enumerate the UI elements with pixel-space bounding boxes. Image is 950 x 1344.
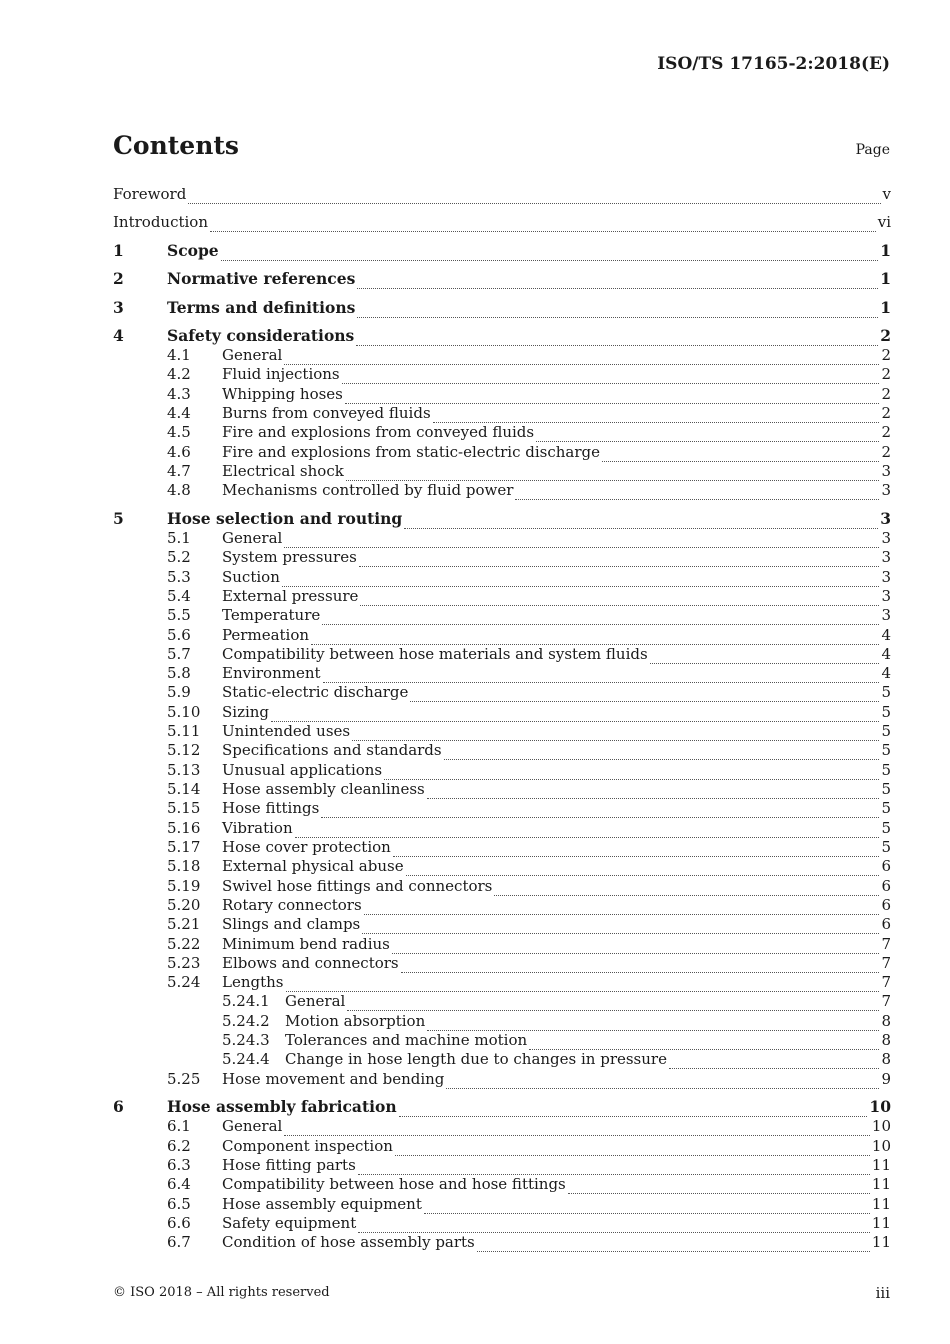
toc-entry-number: 5.24.2 bbox=[222, 1012, 270, 1030]
toc-entry-page: 3 bbox=[881, 462, 891, 480]
toc-entry[interactable] bbox=[113, 403, 891, 423]
toc-entry[interactable] bbox=[113, 509, 891, 529]
toc-entry-title: External physical abuse bbox=[222, 857, 404, 875]
toc-entry-number: 4.8 bbox=[167, 481, 191, 499]
dot-leader bbox=[477, 1246, 870, 1252]
toc-entry-page: 2 bbox=[881, 385, 891, 403]
toc-entry-page: 5 bbox=[881, 780, 891, 798]
toc-entry[interactable] bbox=[113, 740, 891, 760]
dot-leader bbox=[446, 1083, 879, 1089]
toc-entry-page: 7 bbox=[881, 992, 891, 1010]
toc-entry-title: Hose assembly equipment bbox=[222, 1195, 422, 1213]
toc-entry-title: Hose assembly fabrication bbox=[167, 1097, 397, 1116]
toc-entry-title: Temperature bbox=[222, 606, 321, 624]
toc-entry-number: 4 bbox=[113, 326, 124, 345]
toc-entry-page: 3 bbox=[881, 568, 891, 586]
toc-entry-number: 6.4 bbox=[167, 1175, 191, 1193]
dot-leader bbox=[188, 198, 880, 204]
toc-entry-page: 5 bbox=[881, 683, 891, 701]
toc-entry-title: Vibration bbox=[222, 819, 293, 837]
toc-entry-number: 5.12 bbox=[167, 741, 201, 759]
dot-leader bbox=[357, 283, 878, 289]
footer-copyright: © ISO 2018 – All rights reserved bbox=[113, 1285, 330, 1300]
toc-entry-page: 3 bbox=[881, 481, 891, 499]
toc-entry-number: 5.24.1 bbox=[222, 992, 270, 1010]
toc-entry-title: Fire and explosions from static-electric discharge bbox=[222, 443, 600, 461]
toc-entry-page: 8 bbox=[881, 1050, 891, 1068]
toc-entry-number: 6 bbox=[113, 1097, 124, 1116]
toc-entry-page: 2 bbox=[880, 326, 891, 345]
toc-entry-number: 5.18 bbox=[167, 857, 201, 875]
toc-entry-title: General bbox=[222, 529, 283, 547]
toc-entry-page: 5 bbox=[881, 761, 891, 779]
toc-entry-number: 5.11 bbox=[167, 722, 201, 740]
toc-entry-page: 11 bbox=[871, 1214, 891, 1232]
toc-entry[interactable] bbox=[113, 442, 891, 462]
toc-entry[interactable] bbox=[113, 1232, 891, 1252]
toc-entry-title: Mechanisms controlled by fluid power bbox=[222, 481, 514, 499]
toc-entry[interactable] bbox=[113, 1136, 891, 1156]
toc-entry[interactable] bbox=[113, 682, 891, 702]
toc-entry-page: 6 bbox=[881, 857, 891, 875]
footer-page-number: iii bbox=[875, 1284, 890, 1302]
toc-entry-page: 1 bbox=[880, 269, 891, 288]
toc-entry-page: vi bbox=[877, 213, 891, 231]
toc-entry-title: Rotary connectors bbox=[222, 896, 362, 914]
toc-entry-page: 2 bbox=[881, 423, 891, 441]
toc-entry-page: 6 bbox=[881, 896, 891, 914]
toc-entry-title: Environment bbox=[222, 664, 321, 682]
toc-entry-page: 11 bbox=[871, 1175, 891, 1193]
toc-entry-number: 6.7 bbox=[167, 1233, 191, 1251]
toc-entry[interactable] bbox=[113, 241, 891, 261]
toc-entry[interactable] bbox=[113, 914, 891, 934]
dot-leader bbox=[515, 494, 879, 500]
toc-entry-number: 5.14 bbox=[167, 780, 201, 798]
toc-entry-number: 5.4 bbox=[167, 587, 191, 605]
toc-entry-title: Condition of hose assembly parts bbox=[222, 1233, 475, 1251]
toc-entry-title: Slings and clamps bbox=[222, 915, 361, 933]
toc-entry-number: 5.6 bbox=[167, 626, 191, 644]
toc-entry[interactable] bbox=[113, 760, 891, 780]
toc-entry[interactable] bbox=[113, 953, 891, 973]
toc-entry-number: 5.20 bbox=[167, 896, 201, 914]
toc-entry-title: Normative references bbox=[167, 269, 356, 288]
toc-entry[interactable] bbox=[113, 298, 891, 318]
toc-entry[interactable] bbox=[113, 1097, 891, 1117]
toc-entry[interactable] bbox=[113, 702, 891, 722]
toc-entry-title: General bbox=[222, 346, 283, 364]
toc-entry-title: Scope bbox=[167, 241, 219, 260]
toc-entry-title: Foreword bbox=[113, 185, 187, 203]
toc-entry[interactable] bbox=[113, 384, 891, 404]
toc-entry-number: 5.21 bbox=[167, 915, 201, 933]
toc-entry-number: 4.5 bbox=[167, 423, 191, 441]
toc-entry[interactable] bbox=[113, 567, 891, 587]
toc-entry-title: Lengths bbox=[222, 973, 284, 991]
toc-entry-page: 8 bbox=[881, 1012, 891, 1030]
toc-entry-page: 3 bbox=[880, 509, 891, 528]
toc-entry-number: 6.1 bbox=[167, 1117, 191, 1135]
toc-entry-page: 10 bbox=[869, 1097, 891, 1116]
toc-entry-page: 9 bbox=[881, 1070, 891, 1088]
toc-entry-title: Hose movement and bending bbox=[222, 1070, 445, 1088]
toc-entry-title: General bbox=[222, 1117, 283, 1135]
toc-entry-title: Electrical shock bbox=[222, 462, 344, 480]
toc-entry-title: Compatibility between hose and hose fittings bbox=[222, 1175, 566, 1193]
toc-entry[interactable] bbox=[113, 837, 891, 857]
toc-entry[interactable] bbox=[113, 528, 891, 548]
toc-entry[interactable] bbox=[113, 1116, 891, 1136]
toc-entry-page: 2 bbox=[881, 365, 891, 383]
toc-entry-title: Tolerances and machine motion bbox=[285, 1031, 528, 1049]
toc-entry-number: 5.9 bbox=[167, 683, 191, 701]
toc-entry[interactable] bbox=[113, 1049, 891, 1069]
toc-entry-title: Change in hose length due to changes in pressure bbox=[285, 1050, 667, 1068]
toc-entry-title: Hose cover protection bbox=[222, 838, 391, 856]
toc-entry[interactable] bbox=[113, 364, 891, 384]
page-column-heading: Page bbox=[855, 142, 890, 158]
toc-entry-page: 11 bbox=[871, 1233, 891, 1251]
toc-entry-number: 5.1 bbox=[167, 529, 191, 547]
toc-entry-title: Hose fittings bbox=[222, 799, 320, 817]
toc-entry-page: 2 bbox=[881, 404, 891, 422]
toc-entry-number: 4.4 bbox=[167, 404, 191, 422]
toc-entry-title: Suction bbox=[222, 568, 280, 586]
toc-entry-page: 3 bbox=[881, 529, 891, 547]
toc-entry-number: 1 bbox=[113, 241, 124, 260]
toc-entry-title: Unintended uses bbox=[222, 722, 351, 740]
toc-entry[interactable] bbox=[113, 1213, 891, 1233]
toc-entry-page: 5 bbox=[881, 838, 891, 856]
toc-entry-title: External pressure bbox=[222, 587, 359, 605]
toc-entry-page: 5 bbox=[881, 703, 891, 721]
toc-entry-number: 5.25 bbox=[167, 1070, 201, 1088]
toc-entry-page: 5 bbox=[881, 722, 891, 740]
toc-entry-title: General bbox=[285, 992, 346, 1010]
toc-entry[interactable] bbox=[113, 586, 891, 606]
toc-entry-number: 5 bbox=[113, 509, 124, 528]
toc-entry-number: 5.7 bbox=[167, 645, 191, 663]
toc-entry[interactable] bbox=[113, 663, 891, 683]
toc-entry[interactable] bbox=[113, 1069, 891, 1089]
toc-entry[interactable] bbox=[113, 184, 891, 204]
toc-entry-number: 5.3 bbox=[167, 568, 191, 586]
toc-entry[interactable] bbox=[113, 1174, 891, 1194]
toc-entry-number: 5.24.4 bbox=[222, 1050, 270, 1068]
toc-entry-title: Safety equipment bbox=[222, 1214, 357, 1232]
toc-entry[interactable] bbox=[113, 644, 891, 664]
toc-entry[interactable] bbox=[113, 212, 891, 232]
toc-entry-title: System pressures bbox=[222, 548, 357, 566]
toc-entry-page: 2 bbox=[881, 443, 891, 461]
toc-entry[interactable] bbox=[113, 1030, 891, 1050]
toc-entry[interactable] bbox=[113, 876, 891, 896]
toc-entry-number: 5.10 bbox=[167, 703, 201, 721]
toc-entry-number: 5.24.3 bbox=[222, 1031, 270, 1049]
toc-entry-page: 4 bbox=[881, 664, 891, 682]
toc-entry[interactable] bbox=[113, 422, 891, 442]
toc-entry-title: Safety considerations bbox=[167, 326, 355, 345]
toc-entry-title: Fire and explosions from conveyed fluids bbox=[222, 423, 535, 441]
toc-entry-page: 3 bbox=[881, 587, 891, 605]
toc-entry-title: Burns from conveyed fluids bbox=[222, 404, 431, 422]
toc-entry-title: Elbows and connectors bbox=[222, 954, 399, 972]
toc-entry[interactable] bbox=[113, 1155, 891, 1175]
toc-entry-page: 1 bbox=[880, 241, 891, 260]
toc-entry-title: Minimum bend radius bbox=[222, 935, 390, 953]
toc-entry-title: Introduction bbox=[113, 213, 208, 231]
toc-entry-page: 3 bbox=[881, 548, 891, 566]
toc-entry-page: 6 bbox=[881, 877, 891, 895]
toc-entry-page: 6 bbox=[881, 915, 891, 933]
toc-entry-title: Sizing bbox=[222, 703, 270, 721]
toc-entry-number: 6.3 bbox=[167, 1156, 191, 1174]
toc-entry[interactable] bbox=[113, 934, 891, 954]
toc-entry[interactable] bbox=[113, 480, 891, 500]
toc-entry-number: 4.7 bbox=[167, 462, 191, 480]
toc-entry-page: 11 bbox=[871, 1156, 891, 1174]
toc-entry-number: 4.1 bbox=[167, 346, 191, 364]
toc-entry-title: Motion absorption bbox=[285, 1012, 426, 1030]
toc-entry-number: 5.22 bbox=[167, 935, 201, 953]
toc-entry[interactable] bbox=[113, 547, 891, 567]
toc-entry-page: 4 bbox=[881, 645, 891, 663]
document-id: ISO/TS 17165-2:2018(E) bbox=[657, 54, 890, 74]
toc-entry-page: 5 bbox=[881, 741, 891, 759]
toc-entry-title: Hose assembly cleanliness bbox=[222, 780, 425, 798]
toc-entry-number: 5.23 bbox=[167, 954, 201, 972]
toc-entry-page: 2 bbox=[881, 346, 891, 364]
toc-entry-title: Permeation bbox=[222, 626, 310, 644]
toc-entry-number: 5.13 bbox=[167, 761, 201, 779]
dot-leader bbox=[357, 312, 878, 318]
toc-entry-number: 5.17 bbox=[167, 838, 201, 856]
toc-entry[interactable] bbox=[113, 818, 891, 838]
toc-entry-title: Component inspection bbox=[222, 1137, 393, 1155]
toc-entry-title: Swivel hose fittings and connectors bbox=[222, 877, 493, 895]
toc-entry-number: 4.6 bbox=[167, 443, 191, 461]
toc-entry-title: Hose selection and routing bbox=[167, 509, 403, 528]
toc-entry-page: 5 bbox=[881, 819, 891, 837]
toc-entry-number: 4.3 bbox=[167, 385, 191, 403]
toc-entry-number: 5.5 bbox=[167, 606, 191, 624]
toc-entry-title: Whipping hoses bbox=[222, 385, 343, 403]
toc-entry[interactable] bbox=[113, 625, 891, 645]
toc-entry-number: 6.5 bbox=[167, 1195, 191, 1213]
toc-entry-page: 11 bbox=[871, 1195, 891, 1213]
toc-entry[interactable] bbox=[113, 991, 891, 1011]
contents-title: Contents bbox=[113, 131, 240, 160]
toc-entry-title: Fluid injections bbox=[222, 365, 340, 383]
toc-entry-title: Compatibility between hose materials and system fluids bbox=[222, 645, 648, 663]
toc-entry-page: v bbox=[882, 185, 891, 203]
toc-entry-number: 5.16 bbox=[167, 819, 201, 837]
toc-entry-title: Terms and definitions bbox=[167, 298, 356, 317]
toc-entry-number: 5.24 bbox=[167, 973, 201, 991]
toc-entry-page: 1 bbox=[880, 298, 891, 317]
toc-entry-title: Specifications and standards bbox=[222, 741, 442, 759]
toc-entry-page: 8 bbox=[881, 1031, 891, 1049]
toc-entry[interactable] bbox=[113, 1194, 891, 1214]
toc-entry-number: 5.8 bbox=[167, 664, 191, 682]
toc-entry-number: 4.2 bbox=[167, 365, 191, 383]
toc-entry-page: 3 bbox=[881, 606, 891, 624]
toc-entry-number: 5.2 bbox=[167, 548, 191, 566]
toc-entry-number: 2 bbox=[113, 269, 124, 288]
toc-entry-page: 4 bbox=[881, 626, 891, 644]
toc-entry[interactable] bbox=[113, 856, 891, 876]
toc-entry-title: Hose fitting parts bbox=[222, 1156, 356, 1174]
toc-entry[interactable] bbox=[113, 798, 891, 818]
toc-entry[interactable] bbox=[113, 779, 891, 799]
toc-entry[interactable] bbox=[113, 972, 891, 992]
toc-entry[interactable] bbox=[113, 269, 891, 289]
dot-leader bbox=[221, 255, 879, 261]
toc-entry-page: 7 bbox=[881, 973, 891, 991]
toc-entry-number: 6.6 bbox=[167, 1214, 191, 1232]
toc-entry-title: Static-electric discharge bbox=[222, 683, 409, 701]
toc-entry[interactable] bbox=[113, 605, 891, 625]
toc-entry-page: 10 bbox=[871, 1137, 891, 1155]
toc-entry-number: 5.19 bbox=[167, 877, 201, 895]
toc-entry[interactable] bbox=[113, 721, 891, 741]
toc-entry[interactable] bbox=[113, 326, 891, 346]
toc-entry[interactable] bbox=[113, 895, 891, 915]
toc-entry-number: 3 bbox=[113, 298, 124, 317]
toc-entry-page: 7 bbox=[881, 954, 891, 972]
toc-entry[interactable] bbox=[113, 345, 891, 365]
toc-entry-page: 7 bbox=[881, 935, 891, 953]
dot-leader bbox=[210, 226, 876, 232]
toc-entry-number: 6.2 bbox=[167, 1137, 191, 1155]
toc-entry-title: Unusual applications bbox=[222, 761, 383, 779]
toc-entry-page: 5 bbox=[881, 799, 891, 817]
toc-entry-page: 10 bbox=[871, 1117, 891, 1135]
toc-entry[interactable] bbox=[113, 461, 891, 481]
toc-entry-number: 5.15 bbox=[167, 799, 201, 817]
toc-entry[interactable] bbox=[113, 1011, 891, 1031]
